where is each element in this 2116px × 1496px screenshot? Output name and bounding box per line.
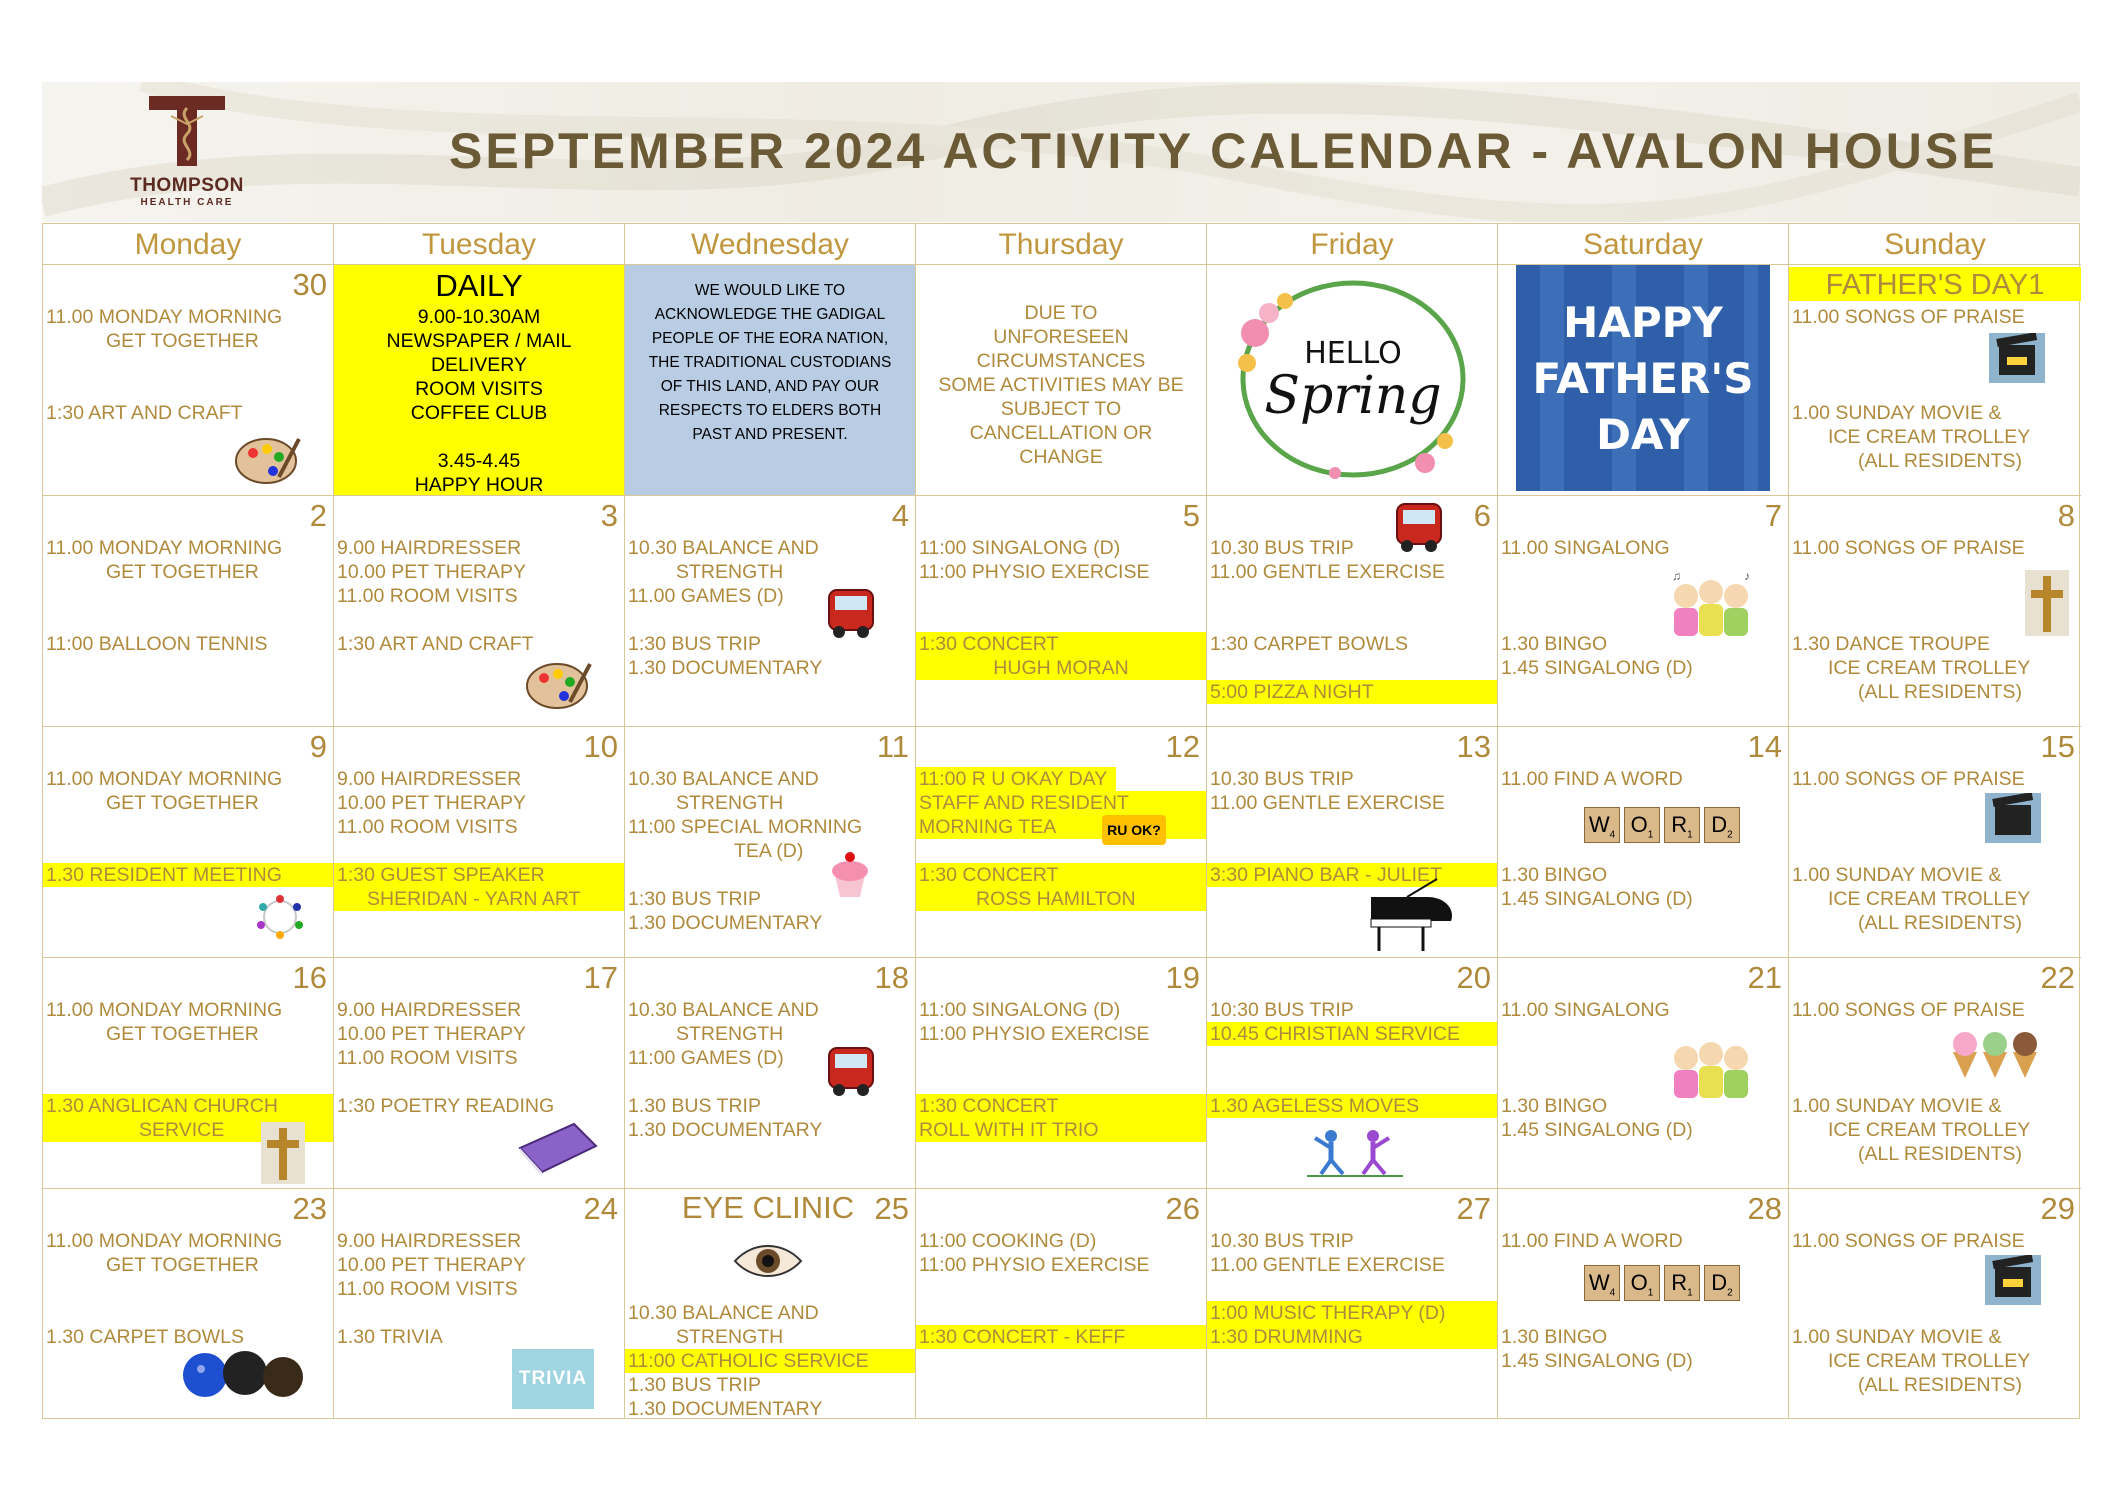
- day-cell: [43, 726, 334, 957]
- activity: 10.30 BALANCE AND: [628, 999, 819, 1021]
- activity: 11.00 ROOM VISITS: [337, 1278, 518, 1300]
- activity: 1.30 DOCUMENTARY: [628, 657, 823, 679]
- activity: 11.00 SONGS OF PRAISE: [1792, 768, 2025, 790]
- day-number: 20: [1456, 960, 1491, 995]
- activity-highlighted: 1:30 CONCERT - KEFF: [916, 1325, 1206, 1349]
- day-number: 5: [1182, 498, 1200, 533]
- activity-highlighted: 1:30 GUEST SPEAKER: [334, 863, 624, 887]
- activity: COFFEE CLUB: [410, 402, 548, 424]
- activity: 10.30 BALANCE AND: [628, 537, 819, 559]
- activity: GET TOGETHER: [106, 561, 259, 583]
- activity: 1.30 TRIVIA: [337, 1326, 443, 1348]
- activity: 11:00 GAMES (D): [628, 1047, 784, 1069]
- activity: 1.30 BINGO: [1501, 1095, 1608, 1117]
- activity: 10.00 PET THERAPY: [337, 561, 526, 583]
- activity-highlighted: 1.30 AGELESS MOVES: [1207, 1094, 1497, 1118]
- svg-text:♪: ♪: [1744, 570, 1750, 583]
- day-number: 7: [1764, 498, 1782, 533]
- day-number: 19: [1165, 960, 1200, 995]
- activity: (ALL RESIDENTS): [1858, 1143, 2022, 1165]
- day-cell: [43, 1188, 334, 1419]
- day-cell-daily: [334, 264, 625, 495]
- activity: 1.45 SINGALONG (D): [1501, 888, 1693, 910]
- activity: ROOM VISITS: [415, 378, 543, 400]
- acknowledgement-text: WE WOULD LIKE TO ACKNOWLEDGE THE GADIGAL PEOPLE OF THE EORA NATION, THE TRADITIONAL CUSTODIANS OF THIS LAND, AND PAY OUR RESPECTS TO ELDERS BOTH PAST AND PRESENT.: [648, 282, 892, 443]
- activity-highlighted: 1:00 MUSIC THERAPY (D): [1207, 1301, 1497, 1325]
- spring-text: Spring: [1264, 366, 1442, 426]
- logo-name: THOMPSON: [130, 175, 244, 196]
- activity: 11.00 SONGS OF PRAISE: [1792, 306, 2025, 328]
- activity: 3.45-4.45: [437, 450, 521, 472]
- activity: DELIVERY: [430, 354, 528, 376]
- day-number: 26: [1165, 1191, 1200, 1226]
- day-header-friday: Friday: [1207, 224, 1498, 264]
- activity: 11.00 ROOM VISITS: [337, 816, 518, 838]
- singing-group-icon: [1666, 1032, 1756, 1102]
- hello-spring-cell: [1207, 264, 1498, 495]
- activity: 10.00 PET THERAPY: [337, 792, 526, 814]
- day-header-saturday: Saturday: [1498, 224, 1789, 264]
- day-header-tuesday: Tuesday: [334, 224, 625, 264]
- activity: 1.30 BUS TRIP: [628, 1095, 761, 1117]
- eye-clinic-banner: EYE CLINIC: [681, 1190, 855, 1225]
- day-cell: [43, 957, 334, 1188]
- activity: GET TOGETHER: [106, 1023, 259, 1045]
- activity: (ALL RESIDENTS): [1858, 1374, 2022, 1396]
- activity: 9.00 HAIRDRESSER: [337, 1230, 522, 1252]
- activity: 11:00 SINGALONG (D): [919, 999, 1121, 1021]
- day-cell: [1789, 726, 2081, 957]
- activity: (ALL RESIDENTS): [1858, 681, 2022, 703]
- activity: 11.00 ROOM VISITS: [337, 1047, 518, 1069]
- activity: 1:30 POETRY READING: [337, 1095, 555, 1117]
- cupcake-icon: [825, 847, 875, 901]
- activity: GET TOGETHER: [106, 792, 259, 814]
- activity: 9.00 HAIRDRESSER: [337, 768, 522, 790]
- day-cell: [625, 726, 916, 957]
- activity-highlighted: 1.30 RESIDENT MEETING: [43, 863, 333, 887]
- activity: 11.00 SINGALONG: [1501, 537, 1670, 559]
- day-cell: [1498, 726, 1789, 957]
- grand-piano-icon: [1367, 877, 1457, 953]
- fathers-day-banner: FATHER'S DAY1: [1789, 267, 2081, 301]
- activity: 10.30 BALANCE AND: [628, 768, 819, 790]
- daily-title: DAILY: [435, 268, 523, 303]
- day-cell: [334, 957, 625, 1188]
- activity: 11:00 PHYSIO EXERCISE: [919, 1023, 1150, 1045]
- day-cell: [1789, 264, 2081, 495]
- activity-highlighted: SHERIDAN - YARN ART: [334, 887, 624, 911]
- day-number: 13: [1456, 729, 1491, 764]
- activity: 1.30 DANCE TROUPE: [1792, 633, 1990, 655]
- day-header-wednesday: Wednesday: [625, 224, 916, 264]
- activity-highlighted: 11:00 R U OKAY DAY: [916, 767, 1116, 791]
- day-number: 12: [1165, 729, 1200, 764]
- activity: 11.00 FIND A WORD: [1501, 768, 1683, 790]
- activity-highlighted: 1:30 CONCERT: [916, 863, 1206, 887]
- clapperboard-icon: [1985, 1255, 2041, 1305]
- hello-text: HELLO: [1304, 336, 1402, 371]
- clapperboard-icon: [1985, 793, 2041, 843]
- day-text: DAY: [1596, 410, 1690, 459]
- day-number: 24: [583, 1191, 618, 1226]
- svg-text:♫: ♫: [1672, 570, 1681, 583]
- activity: 1.45 SINGALONG (D): [1501, 1119, 1693, 1141]
- activity: ICE CREAM TROLLEY: [1828, 657, 2031, 679]
- fathers-text: FATHER'S: [1532, 354, 1754, 403]
- word-tiles-icon: $W_4$ $O_1$ $R_1$ $D_2$: [1584, 1265, 1740, 1301]
- activity: 11.00 GENTLE EXERCISE: [1210, 792, 1445, 814]
- day-number: 18: [874, 960, 909, 995]
- activity: 11.00 SINGALONG: [1501, 999, 1670, 1021]
- activity: 11:00 PHYSIO EXERCISE: [919, 561, 1150, 583]
- activity: 1.30 DOCUMENTARY: [628, 912, 823, 934]
- day-cell: [916, 726, 1207, 957]
- day-cell: [334, 495, 625, 726]
- activity: 1:30 BUS TRIP: [628, 888, 761, 910]
- activity: 11:00 SINGALONG (D): [919, 537, 1121, 559]
- activity: STRENGTH: [676, 1023, 784, 1045]
- activity: 1.00 SUNDAY MOVIE &: [1792, 402, 2002, 424]
- logo-t-icon: [147, 94, 227, 168]
- happy-text: HAPPY: [1563, 298, 1723, 347]
- activity: 11.00 FIND A WORD: [1501, 1230, 1683, 1252]
- activity: 1.30 BINGO: [1501, 1326, 1608, 1348]
- activity-highlighted: STAFF AND RESIDENT: [916, 791, 1206, 815]
- day-number: 16: [292, 960, 327, 995]
- day-header-sunday: Sunday: [1884, 228, 1986, 261]
- activity: ICE CREAM TROLLEY: [1828, 426, 2031, 448]
- logo-subtitle: HEALTH CARE: [140, 197, 234, 208]
- activity-highlighted: 5:00 PIZZA NIGHT: [1207, 680, 1497, 704]
- day-cell: [1789, 957, 2081, 1188]
- day-header-thursday: Thursday: [916, 224, 1207, 264]
- activity: 1:30 BUS TRIP: [628, 633, 761, 655]
- day-cell: [1498, 1188, 1789, 1419]
- activity: 1.30 BINGO: [1501, 864, 1608, 886]
- activity-highlighted: MORNING TEA: [916, 815, 1206, 839]
- activity-highlighted: 1.30 ANGLICAN CHURCH: [43, 1094, 333, 1118]
- book-icon: [514, 1118, 600, 1178]
- activity: 10.00 PET THERAPY: [337, 1254, 526, 1276]
- activity: ICE CREAM TROLLEY: [1828, 888, 2031, 910]
- day-number: 23: [292, 1191, 327, 1226]
- activity: 11.00 MONDAY MORNING: [46, 768, 283, 790]
- activity: 11.00 MONDAY MORNING: [46, 306, 283, 328]
- activity: 1.30 DOCUMENTARY: [628, 1119, 823, 1141]
- activity: 1:30 CARPET BOWLS: [1210, 633, 1408, 655]
- day-number: 14: [1747, 729, 1782, 764]
- activity: GET TOGETHER: [106, 330, 259, 352]
- day-number: 10: [583, 729, 618, 764]
- ruok-badge: RU OK?: [1102, 815, 1166, 845]
- activity: 10:30 BUS TRIP: [1210, 999, 1354, 1021]
- activity: 1.30 BUS TRIP: [628, 1374, 761, 1396]
- activity: 11:00 PHYSIO EXERCISE: [919, 1254, 1150, 1276]
- activity: 1.45 SINGALONG (D): [1501, 657, 1693, 679]
- fathers-day-graphic-icon: [1516, 265, 1770, 491]
- day-number: 25: [874, 1191, 909, 1226]
- activity-highlighted: 1:30 CONCERT: [916, 1094, 1206, 1118]
- day-number: 29: [2040, 1191, 2075, 1226]
- activity: 1.00 SUNDAY MOVIE &: [1792, 1326, 2002, 1348]
- day-cell: [334, 726, 625, 957]
- trivia-icon: TRIVIA: [512, 1349, 594, 1409]
- activity: 1.00 SUNDAY MOVIE &: [1792, 864, 2002, 886]
- activity: STRENGTH: [676, 561, 784, 583]
- day-cell: [1498, 495, 1789, 726]
- activity-highlighted: ROSS HAMILTON: [916, 887, 1206, 911]
- activity: 11.00 GENTLE EXERCISE: [1210, 1254, 1445, 1276]
- activity: NEWSPAPER / MAIL: [386, 330, 572, 352]
- day-number: 2: [309, 498, 327, 533]
- activity: 11.00 MONDAY MORNING: [46, 999, 283, 1021]
- activity-highlighted: SERVICE: [43, 1118, 333, 1142]
- activity: 11.00 SONGS OF PRAISE: [1792, 1230, 2025, 1252]
- calendar-grid: [42, 223, 2080, 1419]
- eye-icon: [733, 1239, 803, 1283]
- lawn-bowls-icon: [179, 1349, 309, 1399]
- activity-highlighted: 11:00 CATHOLIC SERVICE: [625, 1349, 915, 1373]
- activity: 1.30 CARPET BOWLS: [46, 1326, 244, 1348]
- day-cell: [43, 495, 334, 726]
- activity: 1.00 SUNDAY MOVIE &: [1792, 1095, 2002, 1117]
- paint-palette-icon: [233, 433, 303, 487]
- day-cell: [625, 957, 916, 1188]
- day-cell: [1207, 495, 1498, 726]
- day-cell: [1789, 1188, 2081, 1419]
- activity: 1.45 SINGALONG (D): [1501, 1350, 1693, 1372]
- day-number: 11: [876, 729, 909, 764]
- day-header-monday: Monday: [43, 224, 334, 264]
- paint-palette-icon: [524, 658, 594, 712]
- bus-icon: [825, 586, 877, 642]
- day-number: 21: [1747, 960, 1782, 995]
- page-title: SEPTEMBER 2024 ACTIVITY CALENDAR - AVALON HOUSE: [449, 123, 1998, 179]
- hello-spring-wreath-icon: [1225, 273, 1475, 485]
- activity: 1:30 ART AND CRAFT: [46, 402, 243, 424]
- activity-highlighted: 3:30 PIANO BAR - JULIET: [1207, 863, 1497, 887]
- activity: HAPPY HOUR: [414, 474, 544, 495]
- activity: 10.30 BUS TRIP: [1210, 768, 1354, 790]
- singing-group-icon: [1666, 570, 1756, 640]
- activity: 1:30 ART AND CRAFT: [337, 633, 534, 655]
- activity: 11.00 ROOM VISITS: [337, 585, 518, 607]
- day-cell: [916, 1188, 1207, 1419]
- cross-icon: [261, 1122, 305, 1184]
- day-number: 9: [309, 729, 327, 764]
- day-number: 30: [292, 267, 327, 302]
- ice-cream-icon: [1943, 1024, 2043, 1080]
- day-number: 28: [1747, 1191, 1782, 1226]
- activity: 11:00 BALLOON TENNIS: [46, 633, 268, 655]
- clapperboard-icon: [1989, 333, 2045, 383]
- day-number: 3: [600, 498, 618, 533]
- day-number: 6: [1473, 498, 1491, 533]
- day-number: 27: [1456, 1191, 1491, 1226]
- activity: STRENGTH: [676, 1326, 784, 1348]
- activity: 11.00 GENTLE EXERCISE: [1210, 561, 1445, 583]
- day-number: 22: [2040, 960, 2075, 995]
- activity: ICE CREAM TROLLEY: [1828, 1350, 2031, 1372]
- activity: ICE CREAM TROLLEY: [1828, 1119, 2031, 1141]
- activity: TEA (D): [734, 840, 804, 862]
- day-number: 4: [891, 498, 909, 533]
- day-cell: [1498, 957, 1789, 1188]
- activity: 9.00-10.30AM: [417, 306, 541, 328]
- acknowledgement-cell: [625, 264, 916, 495]
- activity: 1.30 BINGO: [1501, 633, 1608, 655]
- day-cell: [43, 264, 334, 495]
- activity-highlighted: ROLL WITH IT TRIO: [916, 1118, 1206, 1142]
- notice-cell: [916, 264, 1207, 495]
- activity: 1.30 DOCUMENTARY: [628, 1398, 823, 1419]
- cross-icon: [2025, 570, 2069, 636]
- meeting-circle-icon: [253, 893, 307, 941]
- fathers-day-cell: [1498, 264, 1789, 495]
- activity: 10.30 BUS TRIP: [1210, 1230, 1354, 1252]
- activity: 11.00 MONDAY MORNING: [46, 537, 283, 559]
- activity: GET TOGETHER: [106, 1254, 259, 1276]
- activity: (ALL RESIDENTS): [1858, 450, 2022, 472]
- word-tiles-icon: $W_4$ $O_1$ $R_1$ $D_2$: [1584, 807, 1740, 843]
- bus-icon: [825, 1044, 877, 1100]
- day-cell: [1789, 495, 2081, 726]
- activity: STRENGTH: [676, 792, 784, 814]
- notice-text: DUE TO UNFORESEEN CIRCUMSTANCES SOME ACTIVITIES MAY BE SUBJECT TO CANCELLATION OR CHANGE: [938, 302, 1184, 468]
- day-cell: [1207, 726, 1498, 957]
- activity: 9.00 HAIRDRESSER: [337, 999, 522, 1021]
- day-number: 17: [583, 960, 618, 995]
- activity: 11.00 GAMES (D): [628, 585, 784, 607]
- header-banner: [42, 82, 2080, 222]
- activity: 11.00 SONGS OF PRAISE: [1792, 537, 2025, 559]
- activity: 11.00 MONDAY MORNING: [46, 1230, 283, 1252]
- exercise-figures-icon: [1307, 1128, 1403, 1178]
- activity-highlighted: 1:30 DRUMMING: [1207, 1325, 1497, 1349]
- day-number: 8: [2057, 498, 2075, 533]
- activity: 11:00 COOKING (D): [919, 1230, 1097, 1252]
- activity: 10.30 BUS TRIP: [1210, 537, 1354, 559]
- day-cell: [916, 495, 1207, 726]
- day-cell: [1207, 957, 1498, 1188]
- activity: (ALL RESIDENTS): [1858, 912, 2022, 934]
- day-cell: [916, 957, 1207, 1188]
- activity-highlighted: HUGH MORAN: [916, 656, 1206, 680]
- day-cell: [334, 1188, 625, 1419]
- activity: 10.30 BALANCE AND: [628, 1302, 819, 1324]
- activity: 10.00 PET THERAPY: [337, 1023, 526, 1045]
- activity: 9.00 HAIRDRESSER: [337, 537, 522, 559]
- activity: 11:00 SPECIAL MORNING: [628, 816, 863, 838]
- day-number: 15: [2040, 729, 2075, 764]
- day-cell: [625, 1188, 916, 1419]
- activity: 11.00 SONGS OF PRAISE: [1792, 999, 2025, 1021]
- activity-highlighted: 1:30 CONCERT: [916, 632, 1206, 656]
- activity-highlighted: 10.45 CHRISTIAN SERVICE: [1207, 1022, 1497, 1046]
- day-cell: [625, 495, 916, 726]
- company-logo: [112, 94, 262, 214]
- day-cell: [1207, 1188, 1498, 1419]
